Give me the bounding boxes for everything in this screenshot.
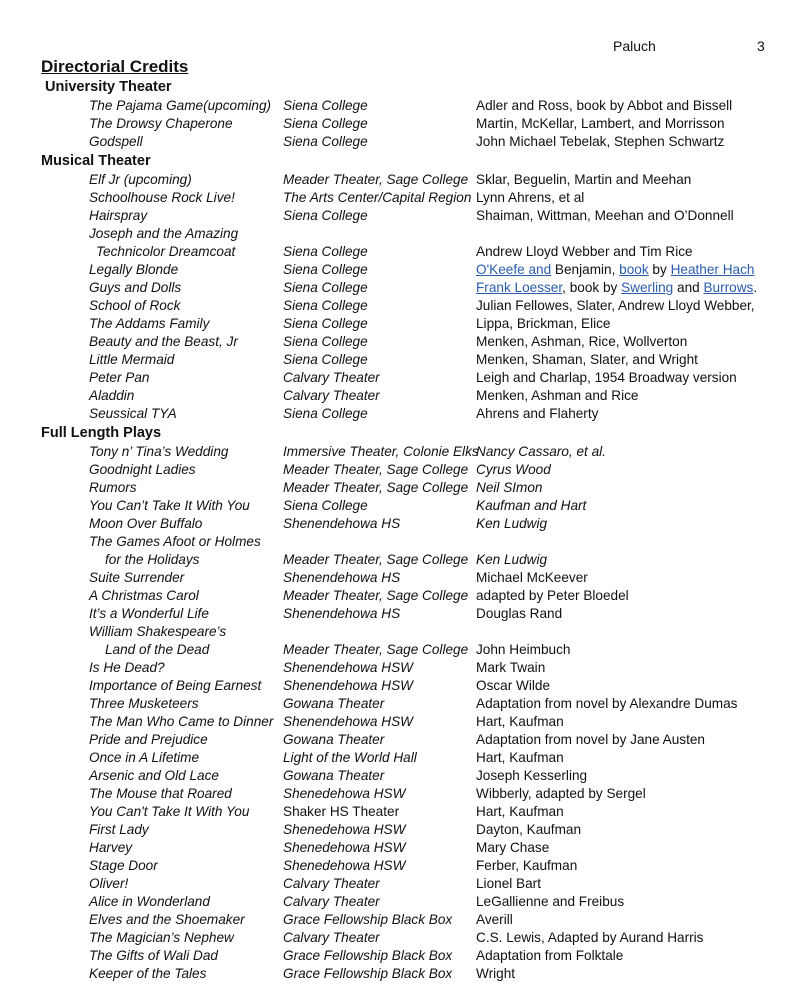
page-number: 3 — [757, 38, 765, 54]
credit-row — [0, 262, 811, 280]
production-venue: Siena College — [283, 316, 368, 331]
production-title: Joseph and the Amazing — [89, 226, 239, 241]
production-venue: Siena College — [283, 406, 368, 421]
credit-row — [0, 732, 811, 750]
credit-row — [0, 134, 811, 152]
production-venue: Shenedehowa HSW — [283, 786, 406, 801]
production-venue: Shenedehowa HSW — [283, 840, 406, 855]
production-venue: Grace Fellowship Black Box — [283, 966, 453, 981]
production-authors: Nancy Cassaro, et al. — [476, 444, 606, 459]
book-link[interactable]: book — [619, 262, 649, 277]
production-authors: Ahrens and Flaherty — [476, 406, 599, 421]
production-venue: Shenendehowa HS — [283, 516, 401, 531]
production-authors: Hart, Kaufman — [476, 804, 564, 819]
production-venue: Siena College — [283, 298, 368, 313]
production-authors: Averill — [476, 912, 513, 927]
credit-row — [0, 244, 811, 262]
credit-row — [0, 480, 811, 498]
production-venue: Siena College — [283, 498, 368, 513]
production-authors: Hart, Kaufman — [476, 750, 564, 765]
production-title: Legally Blonde — [89, 262, 179, 277]
credit-row — [0, 660, 811, 678]
production-authors: Ken Ludwig — [476, 552, 548, 567]
production-authors — [476, 280, 757, 295]
production-venue: Meader Theater, Sage College — [283, 172, 469, 187]
production-title: The Pajama Game(upcoming) — [89, 98, 272, 113]
production-authors: John Michael Tebelak, Stephen Schwartz — [476, 134, 725, 149]
production-venue: The Arts Center/Capital Region — [283, 190, 472, 205]
credit-row — [0, 876, 811, 894]
production-title: Oliver! — [89, 876, 129, 891]
credit-row — [0, 840, 811, 858]
credit-row — [0, 334, 811, 352]
production-authors: Wright — [476, 966, 516, 981]
production-authors: Mary Chase — [476, 840, 550, 855]
production-venue: Light of the World Hall — [283, 750, 417, 765]
production-title: for the Holidays — [105, 552, 200, 567]
production-title: You Can’t Take It With You — [89, 498, 250, 513]
production-venue: Calvary Theater — [283, 876, 380, 891]
credit-row — [0, 388, 811, 406]
production-venue: Grace Fellowship Black Box — [283, 948, 453, 963]
production-venue: Shenedehowa HSW — [283, 858, 406, 873]
production-venue: Calvary Theater — [283, 930, 380, 945]
credit-row — [0, 534, 811, 552]
production-authors: Wibberly, adapted by Sergel — [476, 786, 646, 801]
credit-row — [0, 714, 811, 732]
production-venue: Shenendehowa HS — [283, 570, 401, 585]
production-authors: Adler and Ross, book by Abbot and Bissell — [476, 98, 733, 113]
production-title: The Magician’s Nephew — [89, 930, 234, 945]
page-title: Directorial Credits — [41, 57, 189, 76]
production-title: Suite Surrender — [89, 570, 185, 585]
production-authors: Menken, Ashman and Rice — [476, 388, 639, 403]
production-venue: Grace Fellowship Black Box — [283, 912, 453, 927]
production-authors: Adaptation from novel by Jane Austen — [476, 732, 705, 747]
production-title: The Addams Family — [89, 316, 210, 331]
production-title: William Shakespeare’s — [89, 624, 227, 639]
production-title: Seussical TYA — [89, 406, 177, 421]
credit-row — [0, 190, 811, 208]
credit-row — [0, 370, 811, 388]
production-authors — [476, 262, 754, 277]
production-title: School of Rock — [89, 298, 181, 313]
production-title: A Christmas Carol — [89, 588, 199, 603]
production-title: Stage Door — [89, 858, 158, 873]
production-venue: Siena College — [283, 208, 368, 223]
production-authors: Andrew Lloyd Webber and Tim Rice — [476, 244, 693, 259]
production-venue: Siena College — [283, 352, 368, 367]
credit-text: and — [673, 280, 704, 295]
production-title: Elf Jr (upcoming) — [89, 172, 192, 187]
production-authors: Lionel Bart — [476, 876, 541, 891]
production-title: Harvey — [89, 840, 133, 855]
production-authors: Menken, Shaman, Slater, and Wright — [476, 352, 698, 367]
production-title: Schoolhouse Rock Live! — [89, 190, 235, 205]
credit-text: , book by — [562, 280, 622, 295]
credit-row — [0, 606, 811, 624]
production-title: The Drowsy Chaperone — [89, 116, 233, 131]
production-authors: Sklar, Beguelin, Martin and Meehan — [476, 172, 692, 187]
production-venue: Meader Theater, Sage College — [283, 480, 469, 495]
production-venue: Siena College — [283, 134, 368, 149]
production-venue: Siena College — [283, 244, 368, 259]
production-venue: Meader Theater, Sage College — [283, 642, 469, 657]
production-authors: Adaptation from Folktale — [476, 948, 624, 963]
credit-row — [0, 642, 811, 660]
production-authors: Oscar Wilde — [476, 678, 551, 693]
production-title: Is He Dead? — [89, 660, 165, 675]
credit-row — [0, 930, 811, 948]
production-venue: Meader Theater, Sage College — [283, 552, 469, 567]
production-title: Little Mermaid — [89, 352, 175, 367]
credit-row — [0, 624, 811, 642]
production-title: Rumors — [89, 480, 137, 495]
production-venue: Siena College — [283, 334, 368, 349]
author-link[interactable]: Swerling — [621, 280, 674, 295]
production-title: The Mouse that Roared — [89, 786, 232, 801]
production-authors: Martin, McKellar, Lambert, and Morrisson — [476, 116, 725, 131]
production-title: Pride and Prejudice — [89, 732, 208, 747]
production-authors: Joseph Kesserling — [476, 768, 588, 783]
production-venue: Immersive Theater, Colonie Elks — [283, 444, 479, 459]
credit-text: Benjamin, — [551, 262, 620, 277]
production-title: Aladdin — [89, 388, 135, 403]
production-venue: Siena College — [283, 280, 368, 295]
production-venue: Calvary Theater — [283, 894, 380, 909]
production-authors: Dayton, Kaufman — [476, 822, 582, 837]
production-authors: Michael McKeever — [476, 570, 588, 585]
production-venue: Gowana Theater — [283, 732, 385, 747]
production-title: Three Musketeers — [89, 696, 199, 711]
credit-row — [0, 172, 811, 190]
production-venue: Calvary Theater — [283, 370, 380, 385]
production-authors: Neil SImon — [476, 480, 543, 495]
credit-row — [0, 516, 811, 534]
section-musical-theater: Musical Theater — [41, 153, 151, 169]
production-authors: Mark Twain — [476, 660, 546, 675]
credit-row — [0, 966, 811, 984]
credit-row — [0, 894, 811, 912]
credit-row — [0, 208, 811, 226]
production-venue: Siena College — [283, 116, 368, 131]
credit-row — [0, 570, 811, 588]
production-authors: Lynn Ahrens, et al — [476, 190, 585, 205]
production-title: Beauty and the Beast, Jr — [89, 334, 238, 349]
production-venue: Siena College — [283, 98, 368, 113]
credit-row — [0, 352, 811, 370]
credit-row — [0, 750, 811, 768]
production-venue: Shenendehowa HSW — [283, 660, 413, 675]
credit-row — [0, 462, 811, 480]
production-title: First Lady — [89, 822, 149, 837]
production-title: Moon Over Buffalo — [89, 516, 203, 531]
production-title: Importance of Being Earnest — [89, 678, 262, 693]
production-title: Technicolor Dreamcoat — [96, 244, 236, 259]
production-title: Keeper of the Tales — [89, 966, 207, 981]
credit-row — [0, 498, 811, 516]
production-venue: Shenendehowa HSW — [283, 678, 413, 693]
production-title: Peter Pan — [89, 370, 150, 385]
credit-row — [0, 226, 811, 244]
production-venue: Shenendehowa HS — [283, 606, 401, 621]
production-authors: Douglas Rand — [476, 606, 563, 621]
credit-row — [0, 316, 811, 334]
production-title: Arsenic and Old Lace — [89, 768, 219, 783]
production-authors: John Heimbuch — [476, 642, 571, 657]
production-title: Godspell — [89, 134, 143, 149]
production-venue: Meader Theater, Sage College — [283, 462, 469, 477]
section-full-length-plays: Full Length Plays — [41, 425, 162, 441]
production-authors: Adaptation from novel by Alexandre Dumas — [476, 696, 738, 711]
credit-row — [0, 804, 811, 822]
credit-row — [0, 696, 811, 714]
production-venue: Calvary Theater — [283, 388, 380, 403]
credit-row — [0, 588, 811, 606]
credit-row — [0, 912, 811, 930]
production-title: Guys and Dolls — [89, 280, 182, 295]
production-authors: Julian Fellowes, Slater, Andrew Lloyd Webber, — [476, 298, 755, 313]
production-title: The Man Who Came to Dinner — [89, 714, 274, 729]
production-authors: C.S. Lewis, Adapted by Aurand Harris — [476, 930, 704, 945]
production-title: Elves and the Shoemaker — [89, 912, 245, 927]
production-title: Goodnight Ladies — [89, 462, 196, 477]
production-title: It’s a Wonderful Life — [89, 606, 209, 621]
author-link[interactable]: Burrows — [703, 280, 754, 295]
production-title: Land of the Dead — [105, 642, 210, 657]
production-authors: Ferber, Kaufman — [476, 858, 578, 873]
credit-row — [0, 406, 811, 424]
production-authors: LeGallienne and Freibus — [476, 894, 625, 909]
credit-row — [0, 552, 811, 570]
credit-row — [0, 298, 811, 316]
production-authors: Menken, Ashman, Rice, Wollverton — [476, 334, 688, 349]
credit-row — [0, 444, 811, 462]
credit-row — [0, 116, 811, 134]
production-authors: Hart, Kaufman — [476, 714, 564, 729]
credit-row — [0, 678, 811, 696]
production-authors: Lippa, Brickman, Elice — [476, 316, 611, 331]
production-venue: Meader Theater, Sage College — [283, 588, 469, 603]
production-venue: Shenedehowa HSW — [283, 822, 406, 837]
production-title: Hairspray — [89, 208, 148, 223]
credit-row — [0, 858, 811, 876]
production-title: Alice in Wonderland — [89, 894, 210, 909]
credit-row — [0, 768, 811, 786]
production-authors: Shaiman, Wittman, Meehan and O’Donnell — [476, 208, 734, 223]
production-venue: Gowana Theater — [283, 696, 385, 711]
credit-text: . — [753, 280, 758, 295]
author-link[interactable]: O'Keefe and — [476, 262, 552, 277]
production-authors: Cyrus Wood — [476, 462, 551, 477]
production-title: You Can't Take It With You — [89, 804, 250, 819]
production-venue: Gowana Theater — [283, 768, 385, 783]
production-venue: Shaker HS Theater — [283, 804, 400, 819]
credit-row — [0, 786, 811, 804]
author-link[interactable]: Frank Loesser — [476, 280, 563, 295]
production-title: Once in A Lifetime — [89, 750, 200, 765]
author-link[interactable]: Heather Hach — [670, 262, 755, 277]
production-venue: Shenendehowa HSW — [283, 714, 413, 729]
credit-row — [0, 280, 811, 298]
production-authors: Kaufman and Hart — [476, 498, 587, 513]
production-venue: Siena College — [283, 262, 368, 277]
production-authors: adapted by Peter Bloedel — [476, 588, 629, 603]
page-header-name: Paluch — [613, 38, 656, 54]
credit-row — [0, 98, 811, 116]
section-university-theater: University Theater — [45, 79, 172, 95]
production-title: Tony n’ Tina’s Wedding — [89, 444, 229, 459]
credit-row — [0, 822, 811, 840]
production-title: The Gifts of Wali Dad — [89, 948, 218, 963]
production-title: The Games Afoot or Holmes — [89, 534, 261, 549]
production-authors: Ken Ludwig — [476, 516, 548, 531]
production-authors: Leigh and Charlap, 1954 Broadway version — [476, 370, 737, 385]
credit-text: by — [648, 262, 671, 277]
credit-row — [0, 948, 811, 966]
